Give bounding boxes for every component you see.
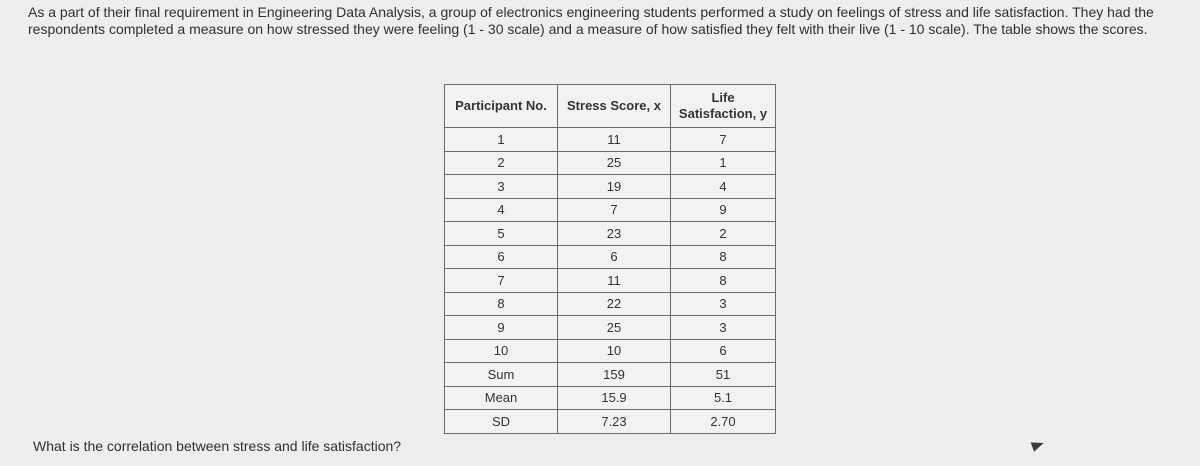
cell-life-satisfaction: 2 xyxy=(671,222,776,246)
table-row xyxy=(445,410,776,434)
cell-stress-score: 11 xyxy=(558,269,671,293)
header-life-satisfaction: Life Satisfaction, y xyxy=(671,85,776,128)
cell-life-satisfaction: 6 xyxy=(671,339,776,363)
cell-stress-score: 11 xyxy=(558,128,671,152)
cell-participant: 7 xyxy=(445,269,558,293)
cell-life-satisfaction: 5.1 xyxy=(671,386,776,410)
cell-participant: SD xyxy=(445,410,558,434)
cell-participant: 6 xyxy=(445,245,558,269)
cell-life-satisfaction: 8 xyxy=(671,269,776,293)
cell-participant: 8 xyxy=(445,292,558,316)
table-row xyxy=(445,316,776,340)
cell-participant: Sum xyxy=(445,363,558,387)
cell-life-satisfaction: 4 xyxy=(671,175,776,199)
cell-participant: 9 xyxy=(445,316,558,340)
cell-participant: 1 xyxy=(445,128,558,152)
cell-life-satisfaction: 1 xyxy=(671,151,776,175)
cell-stress-score: 25 xyxy=(558,151,671,175)
table-row xyxy=(445,175,776,199)
cell-stress-score: 23 xyxy=(558,222,671,246)
cell-life-satisfaction: 3 xyxy=(671,316,776,340)
cell-life-satisfaction: 7 xyxy=(671,128,776,152)
cell-participant: 10 xyxy=(445,339,558,363)
table-row xyxy=(445,151,776,175)
pointer-arrow-icon xyxy=(1031,438,1046,452)
cell-stress-score: 7 xyxy=(558,198,671,222)
cell-stress-score: 7.23 xyxy=(558,410,671,434)
scores-table xyxy=(444,84,776,434)
table-header-row xyxy=(445,85,776,128)
cell-participant: 2 xyxy=(445,151,558,175)
cell-stress-score: 159 xyxy=(558,363,671,387)
problem-statement: As a part of their final requirement in Engineering Data Analysis, a group of electronics engineering students performed a study on feelings of stress and life satisfaction. They had the respondents completed a measure on how stressed they were feeling (1 - 30 scale) and a measure of how satisfied they felt with their live (1 - 10 scale). The table shows the scores. xyxy=(28,4,1154,37)
table-row xyxy=(445,292,776,316)
cell-life-satisfaction: 9 xyxy=(671,198,776,222)
cell-life-satisfaction: 51 xyxy=(671,363,776,387)
header-stress-score: Stress Score, x xyxy=(558,85,671,128)
table-row xyxy=(445,245,776,269)
question-text: What is the correlation between stress and life satisfaction? xyxy=(33,438,402,454)
cell-stress-score: 25 xyxy=(558,316,671,340)
table-row xyxy=(445,386,776,410)
table-row xyxy=(445,269,776,293)
cell-participant: 5 xyxy=(445,222,558,246)
cell-participant: 4 xyxy=(445,198,558,222)
cell-stress-score: 10 xyxy=(558,339,671,363)
cell-life-satisfaction: 3 xyxy=(671,292,776,316)
cell-stress-score: 15.9 xyxy=(558,386,671,410)
table-row xyxy=(445,128,776,152)
cell-stress-score: 19 xyxy=(558,175,671,199)
cell-participant: 3 xyxy=(445,175,558,199)
cell-stress-score: 22 xyxy=(558,292,671,316)
header-participant-no: Participant No. xyxy=(445,85,558,128)
table-row xyxy=(445,222,776,246)
cell-stress-score: 6 xyxy=(558,245,671,269)
table-row xyxy=(445,363,776,387)
cell-life-satisfaction: 2.70 xyxy=(671,410,776,434)
table-body xyxy=(445,128,776,434)
cell-life-satisfaction: 8 xyxy=(671,245,776,269)
table-row xyxy=(445,339,776,363)
cell-participant: Mean xyxy=(445,386,558,410)
table-row xyxy=(445,198,776,222)
